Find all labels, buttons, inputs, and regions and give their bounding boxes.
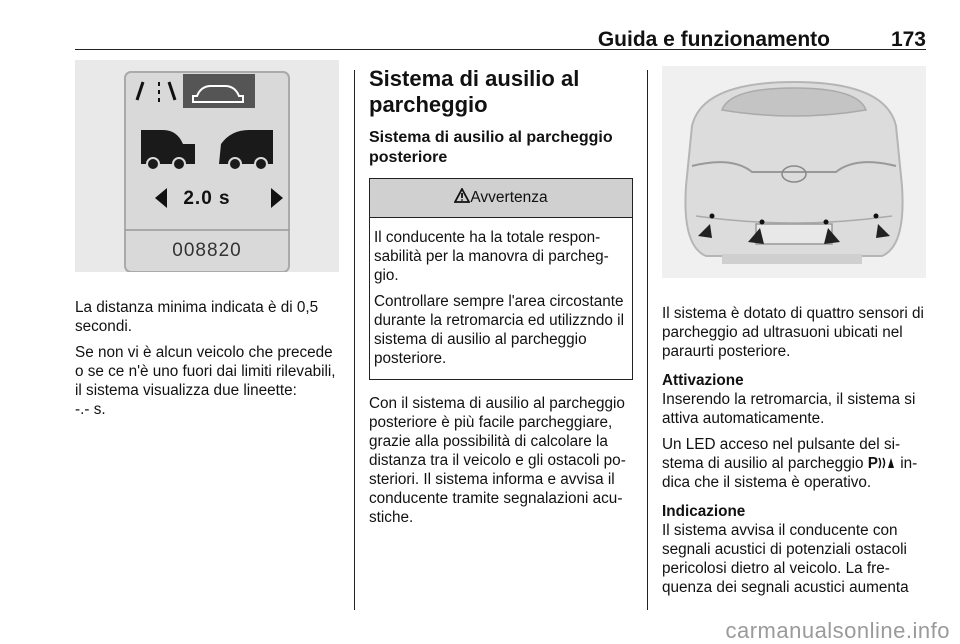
subheading-attivazione: Attivazione — [662, 372, 744, 389]
column-1 — [75, 60, 343, 426]
warning-triangle-icon — [454, 188, 470, 203]
warning-text: Il conducente ha la totale responsabilità per la manovra di parcheggio. — [374, 229, 609, 284]
column-divider-2 — [647, 70, 648, 610]
column-2 — [369, 66, 633, 534]
following-time-value: 2.0 s — [183, 188, 231, 209]
paragraph: La distanza minima indicata è di 0,5 secondi. — [75, 299, 319, 335]
paragraph: Se non vi è alcun veicolo che precede o se ce n'è uno fuori dai limiti rilevabili, il sistema visualizza due lineette: — [75, 344, 336, 399]
warning-body — [370, 218, 632, 379]
paragraph: Inserendo la retromarcia, il sistema si attiva automaticamente. — [662, 391, 916, 427]
section-heading: Sistema di ausilio al parcheggio — [369, 66, 580, 117]
car-rear-sensors-image — [662, 66, 926, 278]
column-divider-1 — [354, 70, 355, 610]
paragraph: Con il sistema di ausilio al parcheggio posteriore è più facile parcheggiare, grazie alla possibilità di calcolare la distanza tra il veicolo e gli ostacoli posteriori. Il sistema informa e avvisa il conducente tramite segnalazioni acustiche. — [369, 395, 626, 526]
cluster-display-illustration — [75, 60, 339, 272]
warning-box — [369, 178, 633, 380]
subsection-heading: Sistema di ausilio al parcheggio posteriore — [369, 129, 613, 166]
warning-header — [370, 179, 632, 218]
paragraph: Il sistema è dotato di quattro sensori di parcheggio ad ultrasuoni ubicati nel paraurti posteriore. — [662, 305, 924, 360]
paragraph: -.- s. — [75, 401, 106, 418]
page-number: 173 — [890, 28, 926, 51]
section-title: Guida e funzionamento — [597, 28, 830, 51]
paragraph: Il sistema avvisa il conducente con segnali acustici di potenziali ostacoli pericolosi dietro al veicolo. La frequenza dei segnali acustici aumenta — [662, 522, 909, 596]
column-3 — [662, 66, 928, 604]
odometer-value: 008820 — [172, 240, 242, 261]
paragraph-text: indica che il sistema è operativo. — [662, 455, 918, 491]
warning-title: Avvertenza — [470, 189, 548, 206]
paragraph-with-symbol — [662, 435, 928, 492]
header-rule — [75, 49, 926, 50]
watermark-text: carmanualsonline.info — [725, 618, 950, 643]
subheading-indicazione: Indicazione — [662, 503, 746, 520]
page-header — [0, 0, 960, 50]
warning-text: Controllare sempre l'area circostante durante la retromarcia ed utilizzndo il sistema di ausilio al parcheggio posteriore. — [374, 293, 624, 367]
parking-assist-icon: P — [867, 455, 878, 472]
parking-wave-icon — [878, 456, 896, 469]
paragraph-text: Un LED acceso nel pulsante del sistema di ausilio al parcheggio — [662, 436, 901, 472]
rear-car-illustration — [662, 66, 926, 278]
